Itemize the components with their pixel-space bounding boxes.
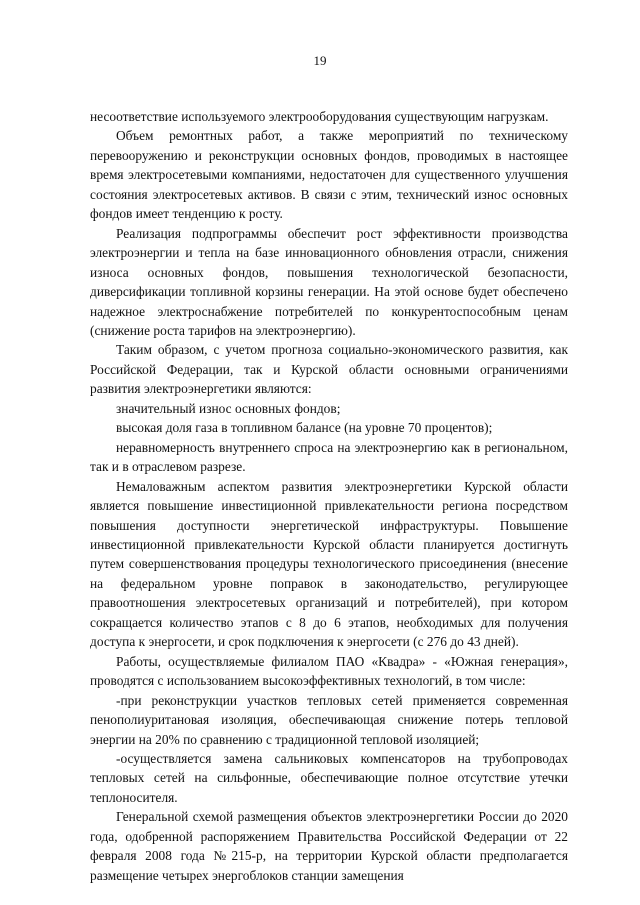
- paragraph: Работы, осуществляемые филиалом ПАО «Квадра» - «Южная генерация», проводятся с использованием высокоэффективных технологий, в том числе:: [90, 653, 568, 689]
- paragraph: Таким образом, с учетом прогноза социально-экономического развития, как Российской Федерации, так и Курской области основными ограничениями развития электроэнергетики являются:: [90, 342, 568, 397]
- paragraph: Генеральной схемой размещения объектов электроэнергетики России до 2020 года, одобренной распоряжением Правительства Российской Федерации от 22 февраля 2008 года №215-р, на территории Курской области предполагается размещение четырех энергоблоков станции замещения: [90, 809, 568, 883]
- paragraph: Немаловажным аспектом развития электроэнергетики Курской области является повышение инвестиционной привлекательности региона посредством повышения доступности энергетической инфраструктуры. Повышение инвестиционной привлекательности Курской области планируется достигнуть путем совершенствования процедуры технологического присоединения (внесение на федеральном уровне поправок в законодательство, регулирующее правоотношения электросетевых организаций и потребителей), при котором сокращается количество этапов с 8 до 6 этапов, необходимых для получения доступа к энергосети, и срок подключения к энергосети (с 276 до 43 дней).: [90, 478, 568, 650]
- list-item: -при реконструкции участков тепловых сетей применяется современная пенополиуритановая изоляция, обеспечивающая снижение потерь тепловой энергии на 20% по сравнению с традиционной тепловой изоляцией;: [90, 692, 568, 747]
- text-body: [90, 107, 568, 885]
- paragraph: Объем ремонтных работ, а также мероприятий по техническому перевооружению и реконструкции основных фондов, проводимых в настоящее время электросетевыми компаниями, недостаточен для существенного улучшения состояния электросетевых активов. В связи с этим, технический износ основных фондов имеет тенденцию к росту.: [90, 128, 568, 222]
- page-number: 19: [313, 53, 327, 68]
- paragraph: несоответствие используемого электрооборудования существующим нагрузкам.: [90, 109, 549, 124]
- list-item: -осуществляется замена сальниковых компенсаторов на трубопроводах тепловых сетей на сильфонные, обеспечивающие полное отсутствие утечки теплоносителя.: [90, 750, 568, 805]
- list-item: неравномерность внутреннего спроса на электроэнергию как в региональном, так и в отраслевом разрезе.: [90, 439, 568, 475]
- list-item: значительный износ основных фондов;: [116, 400, 341, 416]
- paragraph: Реализация подпрограммы обеспечит рост эффективности производства электроэнергии и тепла на базе инновационного обновления отрасли, снижения износа основных фондов, повышения технологической безопасности, диверсификации топливной корзины генерации. На этой основе будет обеспечено надежное электроснабжение потребителей по конкурентоспособным ценам (снижение роста тарифов на электроэнергию).: [90, 225, 568, 338]
- list-item: высокая доля газа в топливном балансе (на уровне 70 процентов);: [116, 420, 493, 436]
